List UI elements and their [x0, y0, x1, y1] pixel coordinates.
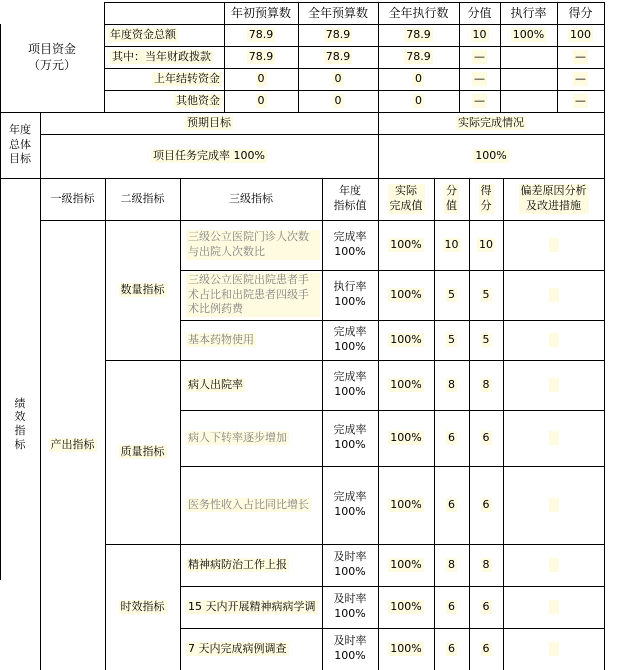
empty-cell-mark: [549, 238, 559, 252]
target-value: 完成率 100%: [333, 370, 367, 398]
deviation-cell: [503, 220, 604, 270]
grid-line: [604, 2, 605, 112]
budget-value: —: [474, 71, 485, 85]
budget-value: —: [474, 93, 485, 107]
full-score: 5: [448, 287, 455, 301]
budget-row-label: 上年结转资金: [154, 71, 220, 85]
budget-header: 分值: [467, 5, 492, 20]
empty-cell-mark: [549, 498, 559, 512]
level3-indicator: 基本药物使用: [188, 332, 254, 346]
deviation-cell: [503, 544, 604, 586]
target-value: 完成率 100%: [333, 230, 367, 258]
budget-value: [500, 90, 557, 112]
deviation-cell: [503, 360, 604, 410]
header-level1: 一级指标: [50, 191, 95, 205]
budget-value: [500, 68, 557, 90]
level3-indicator: 7 天内完成病例调查: [188, 641, 287, 655]
grid-line: [604, 178, 605, 670]
budget-value: [500, 46, 557, 68]
target-value: 执行率 100%: [333, 280, 367, 308]
score: 6: [482, 599, 490, 613]
actual-value: 100%: [390, 641, 422, 655]
budget-row-label: 其中：当年财政拨款: [112, 49, 211, 63]
actual-goal-value: 100%: [475, 148, 507, 162]
level2-1: 质量指标: [120, 444, 165, 458]
budget-value: 78.9: [325, 49, 351, 63]
header-level2: 二级指标: [120, 191, 165, 205]
level3-indicator: 医务性收入占比同比增长: [188, 497, 309, 511]
target-value: 及时率 100%: [333, 592, 367, 620]
budget-header: 全年预算数: [307, 5, 368, 20]
full-score: 10: [444, 237, 459, 251]
level1-output-indicator: 产出指标: [50, 437, 95, 451]
budget-value: 0: [257, 71, 265, 85]
header-score: 得 分: [480, 184, 492, 212]
budget-value: 0: [415, 71, 422, 85]
actual-value: 100%: [390, 237, 422, 251]
target-value: 及时率 100%: [333, 550, 367, 578]
budget-value: 78.9: [325, 27, 351, 41]
header-actual: 实际 完成值: [389, 184, 423, 212]
grid-line: [604, 112, 605, 178]
empty-cell-mark: [549, 600, 559, 614]
deviation-cell: [503, 270, 604, 320]
budget-header: 执行率: [510, 5, 547, 20]
budget-value: 78.9: [406, 49, 431, 63]
full-score: 8: [448, 377, 455, 391]
budget-value: 78.9: [406, 27, 431, 41]
budget-value: 0: [415, 93, 422, 107]
target-value: 完成率 100%: [333, 423, 367, 451]
level3-indicator: 15 天内开展精神病病学调: [188, 599, 316, 613]
empty-cell-mark: [549, 642, 559, 656]
level3-indicator: 病人出院率: [188, 377, 243, 391]
target-value: 完成率 100%: [333, 490, 367, 518]
header-deviation: 偏差原因分析 及改进措施: [520, 184, 587, 212]
score: 6: [482, 497, 490, 511]
budget-value: 0: [257, 93, 265, 107]
full-score: 6: [448, 430, 455, 444]
budget-header: 全年执行数: [388, 5, 449, 20]
budget-header: 得分: [568, 5, 593, 20]
score: 8: [482, 557, 490, 571]
full-score: 6: [448, 599, 455, 613]
deviation-cell: [503, 586, 604, 628]
level3-indicator: 三级公立医院出院患者手术占比和出院患者四级手术比例药费: [180, 270, 322, 320]
budget-row-label: 年度资金总额: [110, 27, 176, 41]
full-score: 6: [448, 497, 455, 511]
deviation-cell: [503, 628, 604, 670]
actual-value: 100%: [390, 332, 422, 346]
level3-indicator: 三级公立医院门诊人次数与出院人次数比: [180, 220, 322, 270]
empty-cell-mark: [549, 431, 559, 445]
actual-value: 100%: [390, 557, 422, 571]
empty-cell-mark: [549, 378, 559, 392]
target-value: 完成率 100%: [333, 325, 367, 353]
level2-2: 时效指标: [120, 599, 165, 613]
actual-goal-header: 实际完成情况: [458, 115, 524, 129]
full-score: 6: [448, 641, 455, 655]
score: 6: [482, 641, 490, 655]
budget-section-label: 项目资金 （万元）: [27, 41, 76, 72]
budget-value: —: [575, 93, 586, 107]
score: 5: [482, 287, 490, 301]
expected-goal-header: 预期目标: [187, 115, 231, 129]
score: 6: [482, 430, 490, 444]
budget-value: 0: [334, 93, 342, 107]
deviation-cell: [503, 320, 604, 360]
budget-value: 78.9: [248, 49, 274, 63]
budget-value: 78.9: [248, 27, 274, 41]
budget-value: 10: [472, 27, 487, 41]
full-score: 8: [448, 557, 455, 571]
budget-value: 100: [570, 27, 591, 41]
budget-value: —: [575, 71, 586, 85]
empty-cell-mark: [549, 333, 559, 347]
budget-value: 0: [334, 71, 342, 85]
score: 5: [482, 332, 490, 346]
deviation-cell: [503, 466, 604, 544]
actual-value: 100%: [390, 287, 422, 301]
empty-cell-mark: [549, 288, 559, 302]
deviation-cell: [503, 410, 604, 466]
expected-goal-value: 项目任务完成率 100%: [153, 148, 265, 162]
header-target: 年度 指标值: [333, 184, 367, 212]
actual-value: 100%: [390, 497, 422, 511]
performance-section-label: 绩 效 指 标: [14, 396, 26, 451]
header-level3: 三级指标: [229, 191, 273, 205]
score: 8: [482, 377, 490, 391]
target-value: 及时率 100%: [333, 634, 367, 662]
budget-value: 100%: [512, 27, 545, 41]
budget-value: —: [474, 49, 485, 63]
budget-header: 年初预算数: [230, 5, 291, 20]
score: 10: [479, 237, 493, 251]
level3-indicator: 病人下转率逐步增加: [188, 430, 287, 444]
budget-row-label: 其他资金: [176, 93, 220, 107]
actual-value: 100%: [390, 599, 422, 613]
level2-0: 数量指标: [120, 282, 165, 296]
goals-section-label: 年度 总体 目标: [9, 122, 31, 166]
full-score: 5: [448, 332, 455, 346]
budget-value: —: [575, 49, 586, 63]
empty-cell-mark: [549, 558, 559, 572]
actual-value: 100%: [390, 377, 422, 391]
header-score-full: 分 值: [446, 184, 457, 212]
actual-value: 100%: [390, 430, 422, 444]
level3-indicator: 精神病防治工作上报: [188, 557, 287, 571]
